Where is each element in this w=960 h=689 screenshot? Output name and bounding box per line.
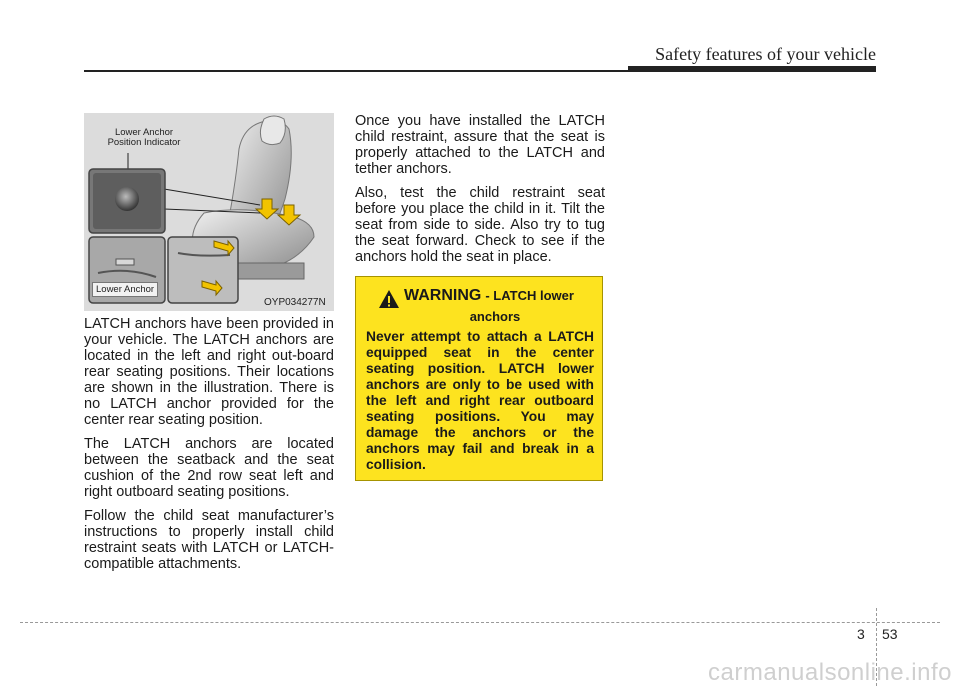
paragraph: LATCH anchors have been provided in your vehicle. The LATCH anchors are located in the left and right out-board rear seating positions. Their locations are shown in the illustration. There is no LATCH anchor provided for the center rear seating position. bbox=[84, 316, 334, 428]
watermark: carmanualsonline.info bbox=[708, 659, 952, 686]
figure-code: OYP034277N bbox=[264, 297, 326, 308]
paragraph: The LATCH anchors are located between the seatback and the seat cushion of the 2nd row seat left and right outboard seating positions. bbox=[84, 436, 334, 500]
footer-rule bbox=[20, 622, 940, 623]
right-column-text bbox=[355, 113, 605, 273]
figure-label-indicator-line1: Lower Anchor bbox=[114, 127, 174, 138]
figure-label-indicator bbox=[94, 128, 194, 148]
warning-word: WARNING bbox=[404, 287, 482, 304]
left-column-text bbox=[84, 316, 334, 580]
page-number: 53 bbox=[882, 626, 898, 642]
paragraph: Also, test the child restraint seat before you place the child in it. Tilt the seat from side to side. Also try to tug the seat forward. Check to see if the anchors hold the seat in place. bbox=[355, 185, 605, 265]
warning-body: Never attempt to attach a LATCH equipped seat in the center seating position. LATCH lower anchors are only to be used with the left and right rear outboard seating positions. You may damage the anchors or the anchors may fail and break in a collision. bbox=[366, 329, 594, 472]
header-rule-accent bbox=[628, 66, 876, 72]
paragraph: Once you have installed the LATCH child restraint, assure that the seat is properly attached to the LATCH and tether anchors. bbox=[355, 113, 605, 177]
figure-label-indicator-line2: Position Indicator bbox=[107, 137, 181, 148]
warning-box bbox=[355, 276, 603, 481]
warning-subtitle-continued: anchors bbox=[469, 309, 521, 324]
warning-subtitle: - LATCH lower bbox=[485, 288, 574, 303]
warning-triangle-icon bbox=[378, 289, 400, 309]
chapter-number: 3 bbox=[857, 626, 865, 642]
warning-heading bbox=[366, 287, 594, 309]
paragraph: Follow the child seat manufacturer’s instructions to properly install child restraint seats with LATCH or LATCH-compatible attachments. bbox=[84, 508, 334, 572]
section-title: Safety features of your vehicle bbox=[655, 44, 876, 64]
figure-label-lower-anchor: Lower Anchor bbox=[92, 282, 158, 297]
